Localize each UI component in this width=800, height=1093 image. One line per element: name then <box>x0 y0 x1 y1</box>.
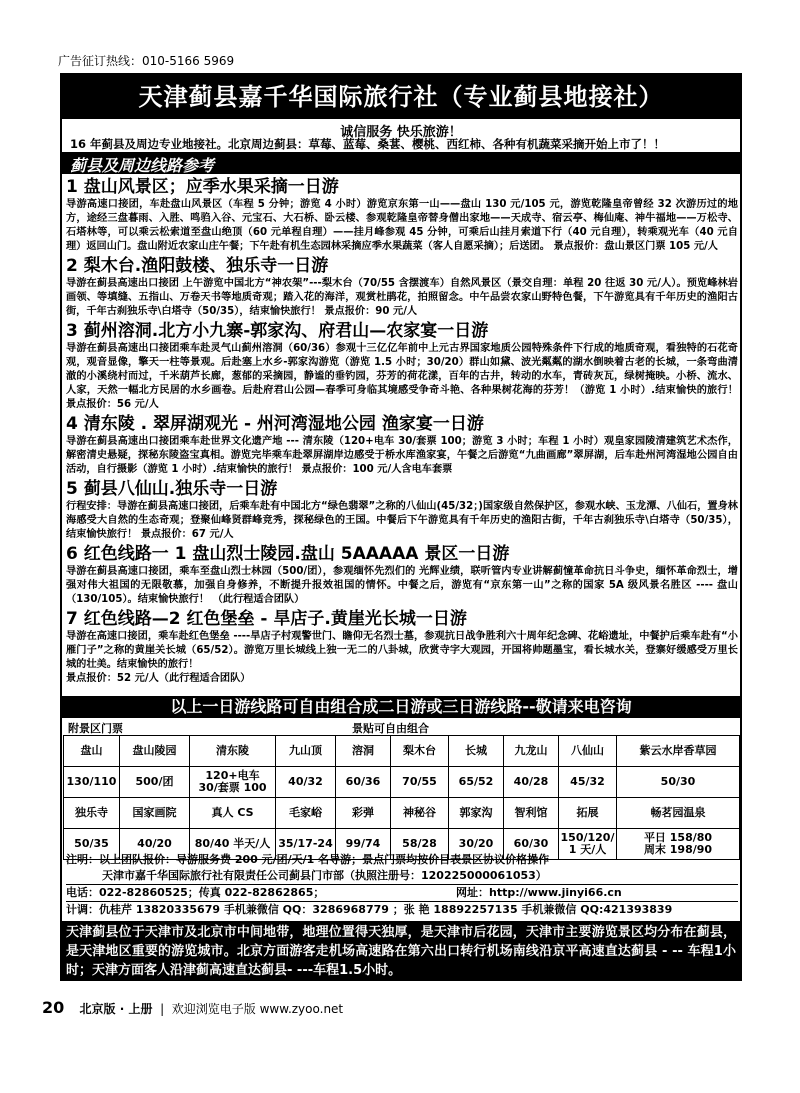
table-cell: 40/20 <box>120 829 190 860</box>
route-3 <box>66 321 738 412</box>
table-cell: 130/110 <box>64 767 120 798</box>
route-2 <box>66 256 738 319</box>
footer-divider: | <box>160 1002 165 1016</box>
table-cell: 70/55 <box>391 767 449 798</box>
contacts: 计调：仇桂芹 13820335679 手机兼微信 QQ：3286968779 ；张 艳 18892257135 手机兼微信 QQ:421393839 <box>66 903 673 916</box>
route-title: 7 红色线路—2 红色堡垒 - 旱店子.黄崖光长城一日游 <box>66 609 467 629</box>
ticket-price-section <box>62 719 740 860</box>
table-cell: 独乐寺 <box>64 798 120 829</box>
table-cell: 国家画院 <box>120 798 190 829</box>
route-6 <box>66 544 738 607</box>
route-list <box>66 177 738 688</box>
contacts-row <box>66 901 738 918</box>
note-row-1 <box>66 852 738 868</box>
table-cell: 神秘谷 <box>391 798 449 829</box>
route-4 <box>66 414 738 477</box>
note-2: 天津市嘉千华国际旅行社有限责任公司蓟县门市部（执照注册号：120225000061053） <box>102 869 547 882</box>
table-row <box>64 736 740 767</box>
table-cell: 50/30 <box>617 767 740 798</box>
route-body: 导游在蓟县高速出口接团 上午游览中国北方“神农架”---梨木台（70/55 含摆渡车）自然风景区（景交自理：单程 20 往返 30 元/人）。预览峰林岩画领、等填缝、五指山、万卷天书等地质奇观；踏入花的海洋，观赏杜鹃花，拍照留念。中午品尝农家山野特色餐，下午游览具有千年历史的渔阳古街，千年古刹独乐寺\白塔寺（50/35），结束愉快旅行！ 景点报价：90 元/人 <box>66 278 738 317</box>
table-cell: 盘山陵园 <box>120 736 190 767</box>
table-cell: 郭家沟 <box>449 798 504 829</box>
table-cell: 99/74 <box>336 829 391 860</box>
route-title: 5 蓟县八仙山.独乐寺一日游 <box>66 479 278 499</box>
route-title: 6 红色线路一 1 盘山烈士陵园.盘山 5AAAAA 景区一日游 <box>66 544 510 564</box>
route-body: 导游在蓟县高速口接团，乘车至盘山烈士林园（500/团），参观缅怀先烈们的 光辉业绩，联听管内专业讲解蓟憧革命抗日斗争史，缅怀革命烈士，增强对伟大祖国的无限敬慕，加强自身修养，不断提升报效祖国的情怀。中餐之后，游览有“京东第一山”之称的国家 5A 级风景名胜区 ---- 盘山（130/105）。结束愉快旅行！ （此行程适合团队） <box>66 566 738 605</box>
table-cell: 120+电车 30/套票 100 <box>190 767 276 798</box>
table-cell: 盘山 <box>64 736 120 767</box>
table-cell: 40/32 <box>276 767 336 798</box>
ticket-table-head <box>62 719 740 735</box>
ticket-table-body <box>64 736 740 860</box>
ticket-head-right: 景贴可自由组合 <box>352 722 429 735</box>
route-7 <box>66 609 738 686</box>
table-cell: 长城 <box>449 736 504 767</box>
table-cell: 紫云水岸香草园 <box>617 736 740 767</box>
table-row <box>64 767 740 798</box>
route-body: 导游在蓟县高速出口接团乘车赴世界文化遗产地 --- 清东陵（120+电车 30/套票 100；游览 3 小时；车程 1 小时）观皇家园陵清建筑艺术杰作，解密清史悬疑，探秘东陵盗宝真相。游览完毕乘车赴翠屏湖岸边感受于桥水库渔家宴，午餐之后游览“九曲画廊”翠屏湖，后车赴州河湾湿地公园自由活动，自行摄影（游览 1 小时）.结束愉快的旅行！ 景点报价：100 元/人含电车套票 <box>66 436 738 475</box>
edition-label: 北京版 · 上册 <box>79 1002 153 1016</box>
table-cell: 58/28 <box>391 829 449 860</box>
table-cell: 畅茗园温泉 <box>617 798 740 829</box>
table-cell: 60/36 <box>336 767 391 798</box>
intro-text: 16 年蓟县及周边专业地接社。北京周边蓟县：草莓、蓝莓、桑葚、樱桃、西红柿、各种有机蔬菜采摘开始上市了！！ <box>70 137 666 151</box>
table-cell: 溶洞 <box>336 736 391 767</box>
website[interactable]: 网址：http://www.jinyi66.cn <box>456 886 622 899</box>
note-1: 以上团队报价：导游服务费 200 元/团/天/1 名导游；景点门票均按价目表景区协议价格操作 <box>99 853 550 866</box>
table-cell: 毛家峪 <box>276 798 336 829</box>
location-info: 天津蓟县位于天津市及北京市中间地带，地理位置得天独厚，是天津市后花园，天津市主要游览景区均分布在蓟县，是天津地区重要的游览城市。北京方面游客走机场高速路在第六出口转行机场南线沿京平高速直达蓟县 - -- 车程1小时；天津方面客人沿津蓟高速直达蓟县- ---车程1.5小时。 <box>62 921 740 979</box>
route-1 <box>66 177 738 254</box>
table-cell: 清东陵 <box>190 736 276 767</box>
table-cell: 拓展 <box>559 798 617 829</box>
route-title: 3 蓟州溶洞.北方小九寨-郭家沟、府君山—农家宴一日游 <box>66 321 489 341</box>
table-cell: 35/17-24 <box>276 829 336 860</box>
notes-block <box>66 852 738 918</box>
table-cell: 60/30 <box>504 829 559 860</box>
route-body: 导游高速口接团，车赴盘山风景区（车程 5 分钟；游览 4 小时）游览京东第一山——盘山 130 元/105 元，游览乾隆皇帝曾经 32 次游历过的地方，途经三盘暮雨、入胜、鸣驺入谷、元宝石、大石桥、卧云楼、参观乾隆皇帝替身僧出家地——天成寺、宿云亭、梅仙庵、神牛福地——万松寺、石塔林等，可以乘云松索道至盘山绝顶（60 元单程自理）——挂月峰参观 45 分钟，可乘后山挂月索道下行（40 元自理），转乘观光车（40 元自理）返回山门。盘山附近农家山庄午餐；下午赴有机生态园林采摘应季水果蔬菜（客人自愿采摘）；后送团。 景点报价：盘山景区门票 105 元/人 <box>66 199 738 252</box>
table-cell: 45/32 <box>559 767 617 798</box>
table-cell: 真人 CS <box>190 798 276 829</box>
table-cell: 500/团 <box>120 767 190 798</box>
table-cell: 50/35 <box>64 829 120 860</box>
table-cell: 八仙山 <box>559 736 617 767</box>
slogan: 诚信服务 快乐旅游！ <box>340 125 462 140</box>
table-cell: 九龙山 <box>504 736 559 767</box>
section-title: 蓟县及周边线路参考 <box>70 156 215 175</box>
table-cell: 65/52 <box>449 767 504 798</box>
route-price: 景点报价：52 元/人（此行程适合团队） <box>66 673 251 684</box>
agency-banner: 天津蓟县嘉千华国际旅行社（专业蓟县地接社） <box>62 75 740 119</box>
route-title: 1 盘山风景区；应季水果采摘一日游 <box>66 177 339 197</box>
table-cell: 40/28 <box>504 767 559 798</box>
page-number: 20 <box>42 998 65 1017</box>
route-title: 2 梨木台.渔阳鼓楼、独乐寺一日游 <box>66 256 329 276</box>
table-cell: 彩弹 <box>336 798 391 829</box>
table-cell: 梨木台 <box>391 736 449 767</box>
contact-row <box>66 884 738 901</box>
ticket-head-left: 附景区门票 <box>68 722 123 735</box>
route-body: 导游在高速口接团，乘车赴红色堡垒 ----旱店子村观警世门、瞻仰无名烈士墓，参观抗日战争胜利六十周年纪念碑、花峪遗址，中餐护后乘车赴有“小雁门子”之称的黄崖关长城（65/52）。游览万里长城线上独一无二的八卦城，欣赏寺字大观园，开国将帅题墨宝，看长城水关，登寨好缓感受万里长城的壮美。结束愉快的旅行！ <box>66 631 738 670</box>
table-row <box>64 798 740 829</box>
phone-fax: 电话：022-82860525；传真 022-82862865； <box>66 886 325 899</box>
route-body: 导游在蓟县高速出口接团乘车赴灵气山蓟州溶洞（60/36）参观十三亿亿年前中上元古界国家地质公园特殊条件下行成的地质奇观，看独特的石花奇观，观音显像，擎天一柱等景观。后赴塞上水乡-郭家沟游览（游览 1.5 小时；30/20）群山如黛、波光粼粼的湖水倒映着古老的长城，一条弯曲清澈的小溪绕村而过，千米葫芦长廊，葱郁的采摘园，静谧的垂钓园，芬芳的荷花漾，百年的古井，转动的水车，青砖灰瓦，绿树掩映。小桥、流水、人家，天然一幅北方民居的水乡画卷。后赴府君山公园—春季可身临其境感受争奇斗艳、各种果树花海的芬芳！（游览 1 小时）.结束愉快的旅行！ 景点报价：56 元/人 <box>66 343 738 410</box>
table-cell: 平日 158/80 周末 198/90 <box>617 829 740 860</box>
footer-welcome[interactable]: 欢迎浏览电子版 www.zyoo.net <box>171 1002 344 1016</box>
table-cell: 80/40 半天/人 <box>190 829 276 860</box>
combo-banner: 以上一日游线路可自由组合成二日游或三日游线路--敬请来电咨询 <box>62 696 740 718</box>
table-cell: 150/120/ 1 天/人 <box>559 829 617 860</box>
table-cell: 九山顶 <box>276 736 336 767</box>
table-cell: 智利馆 <box>504 798 559 829</box>
ad-hotline: 广告征订热线：010-5166 5969 <box>58 54 235 68</box>
note-label: 注明： <box>66 853 99 866</box>
route-body: 行程安排：导游在蓟县高速口接团，后乘车赴有中国北方“绿色翡翠”之称的八仙山(45/32；)国家级自然保护区，参观水峡、玉龙潭、八仙石，置身林海感受大自然的生态奇观；登聚仙峰贤群峰竞秀，探秘绿色的王国。中餐后下午游览具有千年历史的渔阳古街，千年古刹独乐寺\白塔寺（50/35），结束愉快旅行！ 景点报价：67 元/人 <box>66 501 738 540</box>
ticket-price-table <box>63 735 740 860</box>
page-footer <box>42 998 343 1017</box>
table-cell: 30/20 <box>449 829 504 860</box>
route-5 <box>66 479 738 542</box>
note-row-2 <box>66 868 738 884</box>
route-title: 4 清东陵 . 翠屏湖观光 - 州河湾湿地公园 渔家宴一日游 <box>66 414 484 434</box>
